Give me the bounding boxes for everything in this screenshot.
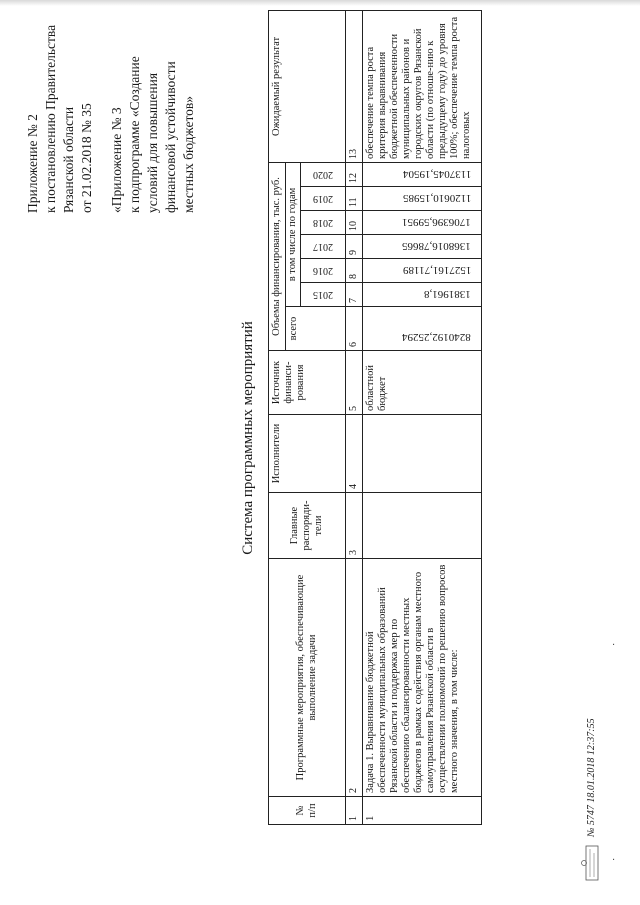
row-manager	[363, 493, 482, 559]
col-number: 7	[346, 283, 363, 307]
year-label: 2018	[313, 217, 333, 229]
seal-icon	[580, 843, 602, 883]
year-cell	[301, 234, 345, 258]
header-by-year: в том числе по годам	[286, 163, 301, 306]
header-line: финансовой устойчивости	[163, 61, 178, 213]
col-number: 3	[346, 493, 363, 559]
col-number: 1	[346, 797, 363, 825]
header-line: условий для повышения	[145, 72, 160, 213]
row-total: 8240192,25294	[402, 331, 471, 344]
row-year-value: 1137045,19504	[402, 168, 471, 181]
registration-number: № 5747 18.01.2018 12:37:55	[586, 718, 597, 837]
header-line: к постановлению Правительства	[43, 24, 58, 213]
row-year-cell	[363, 283, 482, 307]
row-num: 1	[363, 797, 482, 825]
column-numbers-row	[346, 10, 363, 824]
row-total-cell	[363, 307, 482, 351]
header-managers: Главные распоряди-тели	[269, 493, 346, 559]
header-measures: Программные мероприятия, обеспечивающие выполнение задачи	[269, 559, 346, 797]
row-year-cell	[363, 211, 482, 235]
row-year-cell	[363, 162, 482, 186]
year-cell	[301, 163, 345, 186]
col-number: 5	[346, 351, 363, 415]
col-number: 8	[346, 259, 363, 283]
table-row	[363, 10, 482, 824]
header-num: № п/п	[269, 797, 346, 825]
row-year-cell	[363, 235, 482, 259]
row-year-cell	[363, 259, 482, 283]
row-result: обеспечение темпа роста критерия выравнивания бюджетной обеспеченности муниципальных районов и городских округов Рязанской области (по отноше-нию к предыдущему году) до уровня 100%; обеспечение темпа роста налоговых	[363, 10, 482, 162]
header-by-year-group	[286, 162, 346, 306]
year-cell	[301, 282, 345, 306]
header-line: «Приложение № 3	[109, 107, 124, 213]
row-year-value: 1706396,59951	[402, 216, 471, 229]
row-year-value: 1381961,8	[424, 288, 471, 301]
header-line: Рязанской области	[61, 106, 76, 213]
col-number: 2	[346, 559, 363, 797]
row-year-value: 1527161,71189	[402, 264, 471, 277]
col-number: 11	[346, 187, 363, 211]
measures-table	[268, 10, 482, 825]
year-cells	[301, 163, 345, 306]
col-number: 13	[346, 10, 363, 162]
row-year-value: 1368016,78665	[402, 240, 471, 253]
header-total: всего	[286, 307, 346, 351]
scan-dot: ·	[612, 640, 616, 651]
year-label: 2019	[313, 193, 333, 205]
header-result: Ожидаемый результат	[269, 10, 346, 162]
header-line: местных бюджетов»	[181, 95, 196, 213]
col-number: 12	[346, 162, 363, 186]
year-label: 2020	[313, 169, 333, 181]
header-line: Приложение № 2	[25, 114, 40, 213]
col-number: 6	[346, 307, 363, 351]
header-line: к подпрограмме «Создание	[127, 56, 142, 213]
row-measure: Задача 1. Выравнивание бюджетной обеспеченности муниципальных образований Рязанской области и поддержка мер по обеспечению сбалансированности местных бюджетов в рамках содействия органам местного самоуправления Рязанской области в осуществлении полномочий по решению вопросов местного значения, в том числе:	[363, 559, 482, 797]
row-year-value: 1120610,15985	[402, 192, 471, 205]
header-source: Источник финанси-рования	[269, 351, 346, 415]
header-executors: Исполнители	[269, 415, 346, 493]
row-source: областной бюджет	[363, 351, 482, 415]
col-number: 10	[346, 211, 363, 235]
year-label: 2015	[313, 289, 333, 301]
year-cell	[301, 210, 345, 234]
year-cell	[301, 258, 345, 282]
registration-stamp	[568, 683, 608, 883]
header-funding: Объемы финансирования, тыс. руб.	[269, 162, 286, 350]
col-number: 4	[346, 415, 363, 493]
col-number: 9	[346, 235, 363, 259]
year-label: 2016	[313, 265, 333, 277]
year-label: 2017	[313, 241, 333, 253]
scan-dot: ·	[612, 855, 616, 866]
year-cell	[301, 186, 345, 210]
row-executor	[363, 415, 482, 493]
row-year-cell	[363, 187, 482, 211]
header-line: от 21.02.2018 № 35	[79, 103, 94, 213]
appendix-header	[24, 13, 198, 213]
rotated-document-page	[0, 3, 640, 903]
document-title: Система программных мероприятий	[240, 321, 256, 555]
